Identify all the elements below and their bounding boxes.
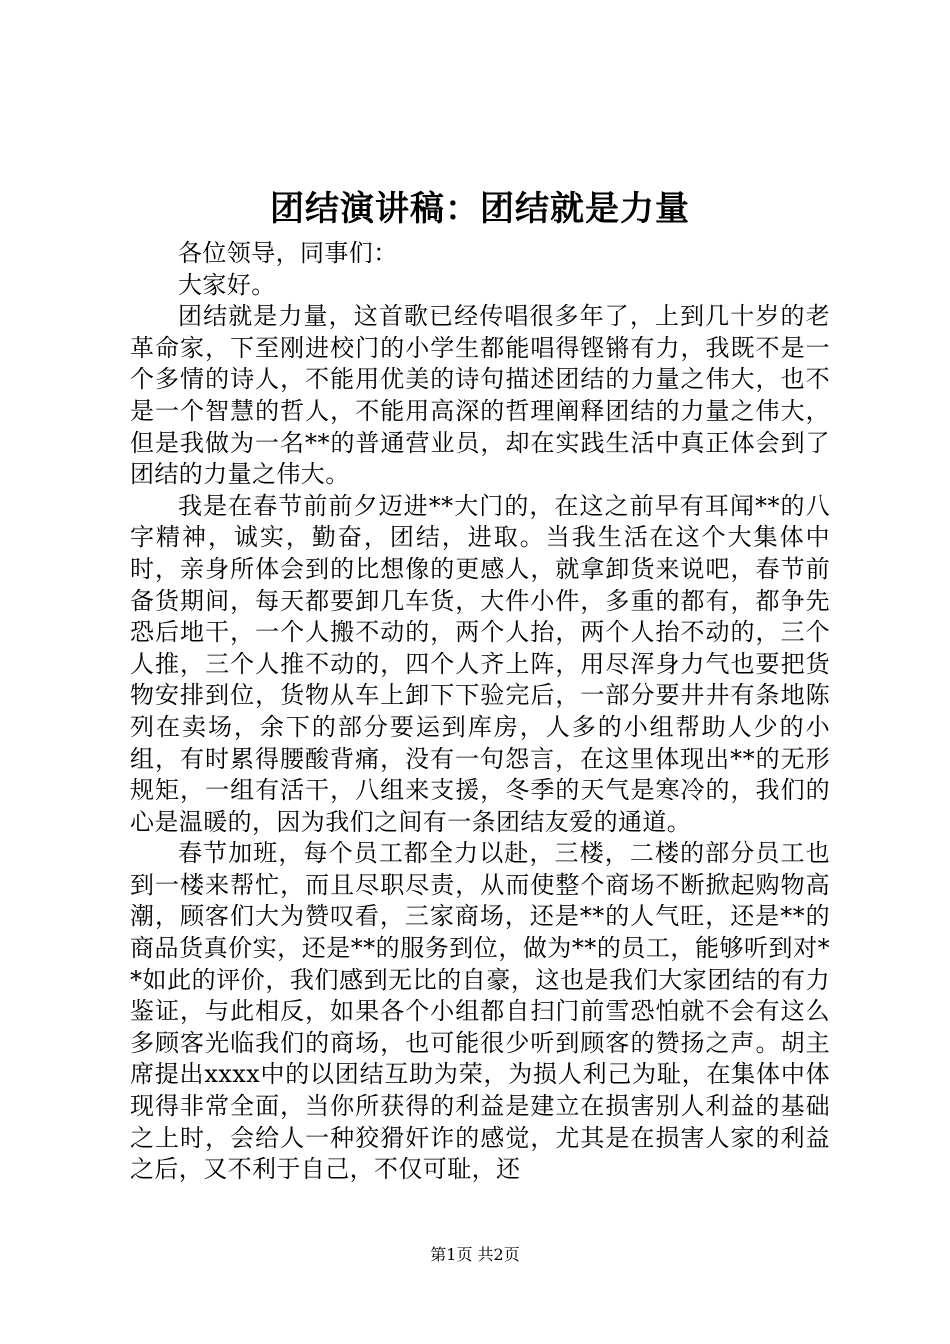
paragraph: 春节加班，每个员工都全力以赴，三楼，二楼的部分员工也到一楼来帮忙，而且尽职尽责，从而使整个商场不断掀起购物高潮，顾客们大为赞叹看，三家商场，还是**的人气旺，还是**的商品货真价实，还是**的服务到位，做为**的员工，能够听到对**如此的评价，我们感到无比的自豪，这也是我们大家团结的有力鉴证，与此相反，如果各个小组都自扫门前雪恐怕就不会有这么多顾客光临我们的商场，也可能很少听到顾客的赞扬之声。胡主席提出xxxx中的以团结互助为荣，为损人利己为耻，在集体中体现得非常全面，当你所获得的利益是建立在损害别人利益的基础之上时，会给人一种狡猾奸诈的感觉，尤其是在损害人家的利益之后，又不利于自己，不仅可耻，还 [130,839,830,1184]
paragraph: 团结就是力量，这首歌已经传唱很多年了，上到几十岁的老革命家，下至刚进校门的小学生都能唱得铿锵有力，我既不是一个多情的诗人，不能用优美的诗句描述团结的力量之伟大，也不是一个智慧的哲人，不能用高深的哲理阐释团结的力量之伟大，但是我做为一名**的普通营业员，却在实践生活中真正体会到了团结的力量之伟大。 [130,302,830,489]
page-footer: 第1页 共2页 [430,1245,520,1264]
paragraph: 我是在春节前前夕迈进**大门的，在这之前早有耳闻**的八字精神，诚实，勤奋，团结，进取。当我生活在这个大集体中时，亲身所体会到的比想像的更感人，就拿卸货来说吧，春节前备货期间，每天都要卸几车货，大件小件，多重的都有，都争先恐后地干，一个人搬不动的，两个人抬，两个人抬不动的，三个人推，三个人推不动的，四个人齐上阵，用尽浑身力气也要把货物安排到位，货物从车上卸下下验完后，一部分要井井有条地陈列在卖场，余下的部分要运到库房，人多的小组帮助人少的小组，有时累得腰酸背痛，没有一句怨言，在这里体现出**的无形规矩，一组有活干，八组来支援，冬季的天气是寒冷的，我们的心是温暖的，因为我们之间有一条团结友爱的通道。 [130,491,830,836]
document-body [130,238,830,1186]
greeting: 大家好。 [178,270,276,299]
salutation: 各位领导，同事们： [178,239,398,267]
page-title: 团结演讲稿：团结就是力量 [270,189,690,229]
